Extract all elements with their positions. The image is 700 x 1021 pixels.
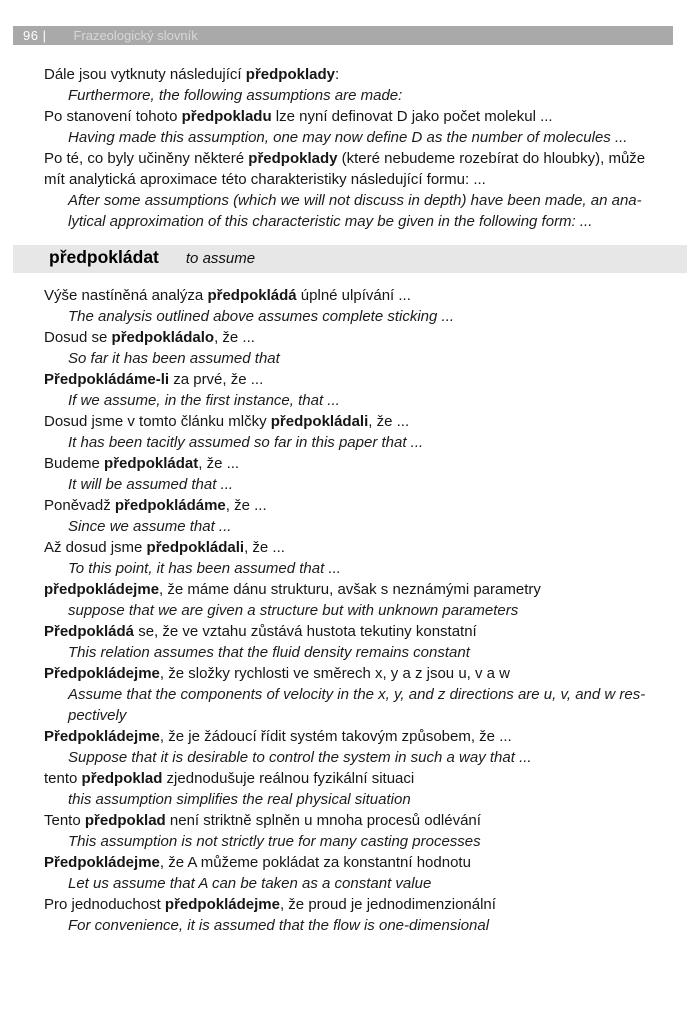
dictionary-entry	[44, 894, 674, 936]
dictionary-entry	[44, 768, 674, 810]
dictionary-entry	[44, 537, 674, 579]
english-translation-line: The analysis outlined above assumes complete sticking ...	[68, 308, 455, 325]
czech-phrase-line: Až dosud jsme předpokládali, že ...	[44, 539, 285, 556]
english-translation-line: Since we assume that ...	[68, 518, 232, 535]
dictionary-entry	[44, 852, 674, 894]
english-translation-line: pectively	[68, 707, 127, 724]
headword-translation: to assume	[185, 250, 256, 267]
dictionary-entry	[44, 810, 674, 852]
czech-phrase-line: mít analytická aproximace této charakteristiky následující formu: ...	[44, 171, 486, 188]
dictionary-entry	[44, 64, 674, 106]
czech-phrase-line: Poněvadž předpokládáme, že ...	[44, 497, 267, 514]
english-translation-line: It will be assumed that ...	[68, 476, 234, 493]
english-translation-line: So far it has been assumed that	[68, 350, 280, 367]
czech-phrase-line: předpokládejme, že máme dánu strukturu, avšak s neznámými parametry	[44, 581, 541, 598]
book-title: Frazeologický slovník	[73, 28, 198, 43]
english-translation-line: Furthermore, the following assumptions are made:	[68, 87, 403, 104]
english-translation-line: After some assumptions (which we will not discuss in depth) have been made, an ana-	[68, 192, 642, 209]
english-translation-line: Suppose that it is desirable to control the system in such a way that ...	[68, 749, 532, 766]
english-translation-line: For convenience, it is assumed that the flow is one-dimensional	[68, 917, 490, 934]
dictionary-content	[44, 64, 674, 936]
page-header-bar	[13, 26, 673, 45]
czech-phrase-line: Výše nastíněná analýza předpokládá úplné ulpívání ...	[44, 287, 411, 304]
czech-phrase-line: Předpokládejme, že A můžeme pokládat za konstantní hodnotu	[44, 854, 471, 871]
dictionary-entry	[44, 327, 674, 369]
czech-phrase-line: Po stanovení tohoto předpokladu lze nyní definovat D jako počet molekul ...	[44, 108, 553, 125]
english-translation-line: To this point, it has been assumed that ...	[68, 560, 341, 577]
intro-entries	[44, 64, 674, 232]
dictionary-entry	[44, 453, 674, 495]
czech-phrase-line: Předpokládá se, že ve vztahu zůstává hustota tekutiny konstatní	[44, 623, 477, 640]
english-translation-line: this assumption simplifies the real physical situation	[68, 791, 411, 808]
entry-heading-bar	[13, 245, 687, 273]
dictionary-entry	[44, 148, 674, 232]
english-translation-line: Let us assume that A can be taken as a constant value	[68, 875, 432, 892]
entry-list	[44, 285, 674, 936]
dictionary-entry	[44, 621, 674, 663]
czech-phrase-line: Po té, co byly učiněny některé předpoklady (které nebudeme rozebírat do hloubky), může	[44, 150, 646, 167]
czech-phrase-line: tento předpoklad zjednodušuje reálnou fyzikální situaci	[44, 770, 415, 787]
czech-phrase-line: Dále jsou vytknuty následující předpoklady:	[44, 66, 340, 83]
czech-phrase-line: Předpokládejme, že je žádoucí řídit systém takovým způsobem, že ...	[44, 728, 512, 745]
english-translation-line: lytical approximation of this characteristic may be given in the following form: ...	[68, 213, 593, 230]
page-number: 96 |	[23, 28, 47, 43]
english-translation-line: suppose that we are given a structure but with unknown parameters	[68, 602, 519, 619]
dictionary-page	[0, 26, 700, 936]
headword: předpokládat	[49, 247, 159, 267]
dictionary-entry	[44, 285, 674, 327]
czech-phrase-line: Předpokládejme, že složky rychlosti ve směrech x, y a z jsou u, v a w	[44, 665, 511, 682]
english-translation-line: This relation assumes that the fluid density remains constant	[68, 644, 470, 661]
english-translation-line: It has been tacitly assumed so far in this paper that ...	[68, 434, 424, 451]
czech-phrase-line: Budeme předpokládat, že ...	[44, 455, 240, 472]
english-translation-line: If we assume, in the first instance, that ...	[68, 392, 340, 409]
dictionary-entry	[44, 663, 674, 726]
czech-phrase-line: Tento předpoklad není striktně splněn u mnoha procesů odlévání	[44, 812, 481, 829]
english-translation-line: Having made this assumption, one may now define D as the number of molecules ...	[68, 129, 628, 146]
czech-phrase-line: Pro jednoduchost předpokládejme, že proud je jednodimenzionální	[44, 896, 496, 913]
dictionary-entry	[44, 495, 674, 537]
english-translation-line: Assume that the components of velocity in the x, y, and z directions are u, v, and w res-	[68, 686, 646, 703]
english-translation-line: This assumption is not strictly true for many casting processes	[68, 833, 481, 850]
czech-phrase-line: Dosud se předpokládalo, že ...	[44, 329, 255, 346]
czech-phrase-line: Předpokládáme-li za prvé, že ...	[44, 371, 264, 388]
dictionary-entry	[44, 726, 674, 768]
dictionary-entry	[44, 579, 674, 621]
dictionary-entry	[44, 369, 674, 411]
czech-phrase-line: Dosud jsme v tomto článku mlčky předpokládali, že ...	[44, 413, 410, 430]
dictionary-entry	[44, 106, 674, 148]
dictionary-entry	[44, 411, 674, 453]
